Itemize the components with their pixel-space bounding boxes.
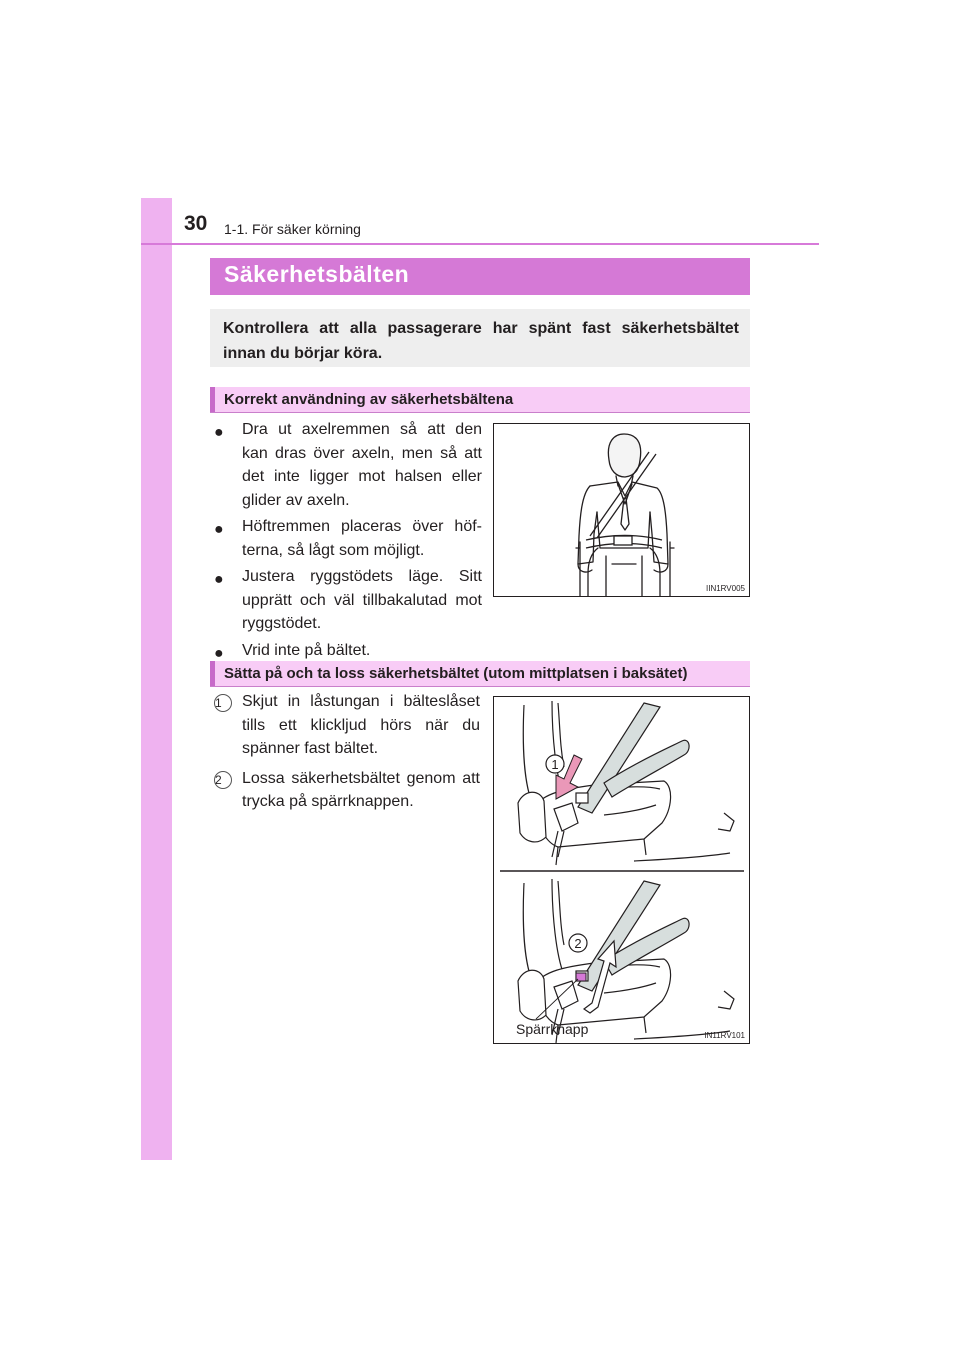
page-title: Säkerhetsbälten bbox=[224, 261, 410, 287]
chapter-title: 1-1. För säker körning bbox=[224, 221, 361, 237]
figure-code: IN11RV101 bbox=[704, 1031, 745, 1040]
seatbelt-buckle-illustration bbox=[494, 697, 749, 1043]
figure-callout-release-button: Spärrknapp bbox=[516, 1021, 589, 1037]
list-item: ● Vrid inte på bältet. bbox=[214, 639, 482, 663]
section-heading-fasten-release bbox=[210, 661, 750, 687]
section-heading-correct-use bbox=[210, 387, 750, 413]
bullet-icon: ● bbox=[214, 571, 224, 588]
step-list bbox=[214, 690, 480, 820]
list-item: ● Justera ryggstödets läge. Sitt upprätt och väl tillbakalutad mot ryggstödet. bbox=[214, 568, 482, 632]
seated-person-illustration bbox=[494, 424, 749, 596]
side-tab-strip bbox=[141, 198, 172, 1160]
header-rule bbox=[141, 243, 819, 245]
intro-box bbox=[210, 309, 750, 367]
figure-marker-2: 2 bbox=[574, 936, 582, 951]
figure-seatbelt-buckle bbox=[493, 696, 750, 1044]
figure-marker-1: 1 bbox=[551, 757, 559, 772]
step-number-badge: 1 bbox=[214, 694, 232, 712]
list-item: ● Dra ut axelremmen så att den kan dras över axeln, men så att det inte ligger mot halsen eller glider av axeln. bbox=[214, 421, 482, 509]
figure-seated-person bbox=[493, 423, 750, 597]
title-bar bbox=[210, 258, 750, 295]
step-number-badge: 2 bbox=[214, 771, 232, 789]
bullet-icon: ● bbox=[214, 644, 224, 662]
section-heading-text: Sätta på och ta loss säkerhetsbältet (utom mittplatsen i baksätet) bbox=[224, 665, 688, 682]
list-item: 1 Skjut in låstungan i bälteslåset tills ett klickljud hörs när du spänner fast bältet. bbox=[215, 693, 480, 757]
list-item: ● Höftremmen placeras över höf-terna, så lågt som möjligt. bbox=[214, 518, 482, 559]
bullet-icon: ● bbox=[214, 424, 224, 441]
intro-text: Kontrollera att alla passagerare har spänt fast säkerhetsbältet innan du börjar köra. bbox=[223, 320, 739, 362]
bullet-icon: ● bbox=[214, 521, 224, 538]
figure-code: IIN1RV005 bbox=[706, 584, 745, 593]
bullet-list bbox=[214, 418, 482, 665]
page-number: 30 bbox=[184, 212, 208, 235]
section-heading-text: Korrekt användning av säkerhetsbältena bbox=[224, 391, 514, 408]
list-item: 2 Lossa säkerhetsbältet genom att trycka på spärrknappen. bbox=[215, 769, 480, 810]
